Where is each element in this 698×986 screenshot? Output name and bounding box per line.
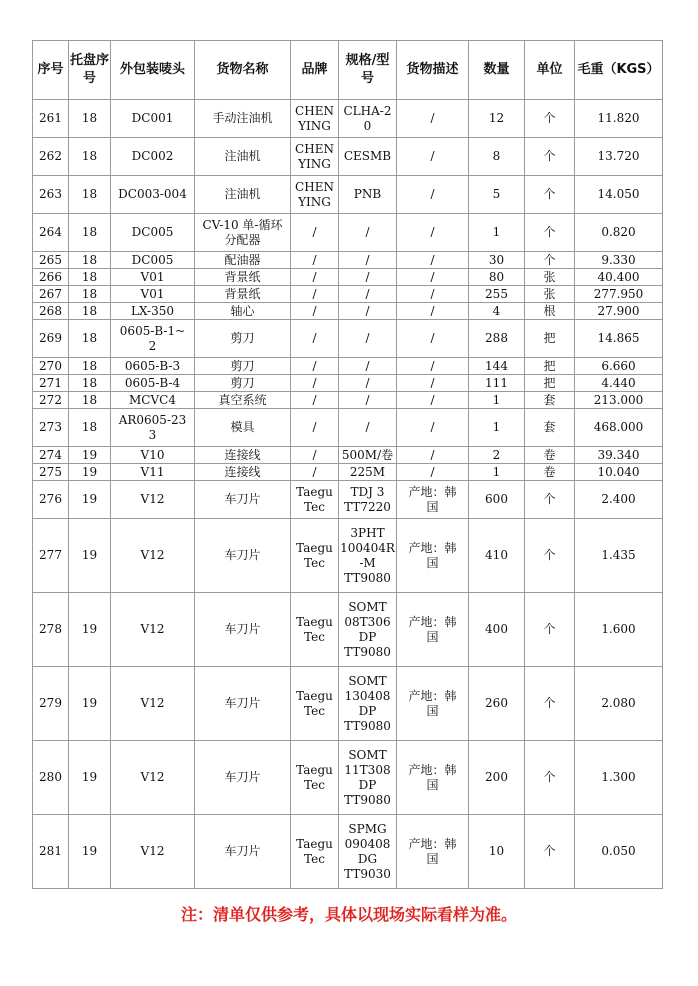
cell-mark: AR0605-23 3 <box>111 409 195 447</box>
cell-pallet: 18 <box>69 409 111 447</box>
cell-no: 278 <box>33 593 69 667</box>
cell-no: 268 <box>33 303 69 320</box>
cell-unit: 把 <box>525 320 575 358</box>
cell-brand: / <box>291 464 339 481</box>
cell-unit: 个 <box>525 593 575 667</box>
cell-spec: 500M/卷 <box>339 447 397 464</box>
cell-brand: / <box>291 286 339 303</box>
cell-weight: 2.400 <box>575 481 663 519</box>
cell-desc: / <box>397 392 469 409</box>
cell-brand: Taegu Tec <box>291 815 339 889</box>
cell-spec: CESMB <box>339 138 397 176</box>
cell-qty: 288 <box>469 320 525 358</box>
cell-name: 车刀片 <box>195 519 291 593</box>
cell-unit: 套 <box>525 392 575 409</box>
cell-brand: / <box>291 214 339 252</box>
cell-unit: 个 <box>525 815 575 889</box>
cell-weight: 4.440 <box>575 375 663 392</box>
cell-qty: 80 <box>469 269 525 286</box>
cell-pallet: 18 <box>69 100 111 138</box>
cell-weight: 14.865 <box>575 320 663 358</box>
cell-brand: Taegu Tec <box>291 519 339 593</box>
cell-qty: 8 <box>469 138 525 176</box>
cell-weight: 39.340 <box>575 447 663 464</box>
packing-list-table <box>32 40 663 889</box>
cell-spec: 225M <box>339 464 397 481</box>
cell-mark: V12 <box>111 667 195 741</box>
cell-brand: CHEN YING <box>291 176 339 214</box>
cell-unit: 个 <box>525 741 575 815</box>
cell-pallet: 18 <box>69 269 111 286</box>
cell-brand: Taegu Tec <box>291 593 339 667</box>
cell-mark: 0605-B-1~ 2 <box>111 320 195 358</box>
cell-brand: Taegu Tec <box>291 741 339 815</box>
table-row <box>33 667 663 741</box>
cell-mark: V12 <box>111 741 195 815</box>
cell-weight: 1.435 <box>575 519 663 593</box>
cell-name: 连接线 <box>195 464 291 481</box>
cell-spec: SOMT 130408 DP TT9080 <box>339 667 397 741</box>
cell-unit: 把 <box>525 375 575 392</box>
cell-qty: 4 <box>469 303 525 320</box>
cell-weight: 2.080 <box>575 667 663 741</box>
cell-desc: / <box>397 269 469 286</box>
cell-name: 车刀片 <box>195 481 291 519</box>
cell-brand: Taegu Tec <box>291 667 339 741</box>
cell-weight: 9.330 <box>575 252 663 269</box>
cell-qty: 260 <box>469 667 525 741</box>
cell-mark: LX-350 <box>111 303 195 320</box>
cell-qty: 30 <box>469 252 525 269</box>
cell-brand: / <box>291 358 339 375</box>
cell-name: 连接线 <box>195 447 291 464</box>
cell-mark: V01 <box>111 286 195 303</box>
cell-qty: 1 <box>469 464 525 481</box>
cell-desc: / <box>397 100 469 138</box>
cell-spec: SOMT 08T306 DP TT9080 <box>339 593 397 667</box>
table-row <box>33 252 663 269</box>
cell-desc: 产地：韩 国 <box>397 481 469 519</box>
cell-qty: 410 <box>469 519 525 593</box>
cell-name: 车刀片 <box>195 667 291 741</box>
cell-desc: 产地：韩 国 <box>397 667 469 741</box>
header-desc: 货物描述 <box>397 41 469 100</box>
cell-qty: 600 <box>469 481 525 519</box>
table-row <box>33 100 663 138</box>
cell-mark: DC001 <box>111 100 195 138</box>
cell-pallet: 18 <box>69 138 111 176</box>
cell-desc: / <box>397 214 469 252</box>
cell-no: 269 <box>33 320 69 358</box>
cell-mark: DC005 <box>111 214 195 252</box>
cell-pallet: 18 <box>69 176 111 214</box>
cell-mark: DC002 <box>111 138 195 176</box>
cell-brand: / <box>291 269 339 286</box>
cell-brand: CHEN YING <box>291 138 339 176</box>
cell-weight: 1.600 <box>575 593 663 667</box>
cell-qty: 111 <box>469 375 525 392</box>
cell-name: 手动注油机 <box>195 100 291 138</box>
cell-spec: SPMG 090408 DG TT9030 <box>339 815 397 889</box>
cell-pallet: 19 <box>69 447 111 464</box>
cell-desc: 产地：韩 国 <box>397 593 469 667</box>
cell-unit: 个 <box>525 252 575 269</box>
table-row <box>33 358 663 375</box>
cell-name: 配油器 <box>195 252 291 269</box>
cell-unit: 个 <box>525 138 575 176</box>
header-mark: 外包装唛头 <box>111 41 195 100</box>
cell-weight: 10.040 <box>575 464 663 481</box>
cell-unit: 个 <box>525 519 575 593</box>
cell-unit: 卷 <box>525 464 575 481</box>
cell-qty: 5 <box>469 176 525 214</box>
table-row <box>33 392 663 409</box>
cell-mark: 0605-B-3 <box>111 358 195 375</box>
cell-brand: / <box>291 303 339 320</box>
header-name: 货物名称 <box>195 41 291 100</box>
cell-mark: DC003-004 <box>111 176 195 214</box>
cell-weight: 11.820 <box>575 100 663 138</box>
cell-unit: 根 <box>525 303 575 320</box>
cell-brand: CHEN YING <box>291 100 339 138</box>
cell-mark: V12 <box>111 593 195 667</box>
cell-desc: 产地：韩 国 <box>397 741 469 815</box>
cell-pallet: 19 <box>69 519 111 593</box>
cell-brand: / <box>291 252 339 269</box>
cell-no: 281 <box>33 815 69 889</box>
table-row <box>33 519 663 593</box>
cell-weight: 0.820 <box>575 214 663 252</box>
cell-pallet: 18 <box>69 392 111 409</box>
cell-spec: 3PHT 100404R -M TT9080 <box>339 519 397 593</box>
table-row <box>33 320 663 358</box>
cell-no: 280 <box>33 741 69 815</box>
cell-pallet: 19 <box>69 593 111 667</box>
cell-unit: 卷 <box>525 447 575 464</box>
cell-brand: / <box>291 320 339 358</box>
cell-name: 剪刀 <box>195 375 291 392</box>
cell-mark: V12 <box>111 519 195 593</box>
cell-desc: / <box>397 138 469 176</box>
cell-weight: 0.050 <box>575 815 663 889</box>
cell-qty: 2 <box>469 447 525 464</box>
table-row <box>33 464 663 481</box>
table-row <box>33 815 663 889</box>
cell-weight: 40.400 <box>575 269 663 286</box>
cell-desc: / <box>397 447 469 464</box>
cell-desc: / <box>397 286 469 303</box>
cell-weight: 6.660 <box>575 358 663 375</box>
table-row <box>33 269 663 286</box>
cell-spec: SOMT 11T308 DP TT9080 <box>339 741 397 815</box>
cell-unit: 把 <box>525 358 575 375</box>
cell-brand: / <box>291 409 339 447</box>
cell-name: 剪刀 <box>195 358 291 375</box>
cell-no: 270 <box>33 358 69 375</box>
cell-weight: 13.720 <box>575 138 663 176</box>
cell-no: 271 <box>33 375 69 392</box>
header-weight: 毛重（KGS） <box>575 41 663 100</box>
table-row <box>33 741 663 815</box>
cell-no: 274 <box>33 447 69 464</box>
cell-no: 279 <box>33 667 69 741</box>
cell-qty: 10 <box>469 815 525 889</box>
cell-name: CV-10 单-循环 分配器 <box>195 214 291 252</box>
header-spec: 规格/型号 <box>339 41 397 100</box>
cell-mark: V01 <box>111 269 195 286</box>
cell-qty: 1 <box>469 214 525 252</box>
table-row <box>33 214 663 252</box>
cell-mark: MCVC4 <box>111 392 195 409</box>
cell-name: 真空系统 <box>195 392 291 409</box>
cell-weight: 277.950 <box>575 286 663 303</box>
cell-unit: 个 <box>525 100 575 138</box>
table-row <box>33 375 663 392</box>
cell-unit: 套 <box>525 409 575 447</box>
cell-no: 262 <box>33 138 69 176</box>
cell-pallet: 18 <box>69 375 111 392</box>
cell-no: 265 <box>33 252 69 269</box>
cell-name: 车刀片 <box>195 815 291 889</box>
cell-unit: 个 <box>525 176 575 214</box>
cell-no: 263 <box>33 176 69 214</box>
cell-weight: 213.000 <box>575 392 663 409</box>
cell-spec: / <box>339 358 397 375</box>
cell-pallet: 19 <box>69 481 111 519</box>
table-row <box>33 447 663 464</box>
header-no: 序号 <box>33 41 69 100</box>
cell-mark: V12 <box>111 481 195 519</box>
cell-pallet: 18 <box>69 320 111 358</box>
cell-desc: / <box>397 252 469 269</box>
cell-name: 模具 <box>195 409 291 447</box>
cell-brand: / <box>291 392 339 409</box>
cell-no: 275 <box>33 464 69 481</box>
cell-name: 背景纸 <box>195 269 291 286</box>
cell-pallet: 18 <box>69 358 111 375</box>
table-row <box>33 481 663 519</box>
cell-mark: V11 <box>111 464 195 481</box>
table-row <box>33 593 663 667</box>
cell-spec: / <box>339 286 397 303</box>
cell-desc: 产地：韩 国 <box>397 519 469 593</box>
cell-no: 267 <box>33 286 69 303</box>
cell-no: 277 <box>33 519 69 593</box>
table-header-row <box>33 41 663 100</box>
cell-unit: 个 <box>525 667 575 741</box>
cell-desc: / <box>397 358 469 375</box>
cell-brand: / <box>291 375 339 392</box>
cell-weight: 468.000 <box>575 409 663 447</box>
cell-weight: 1.300 <box>575 741 663 815</box>
cell-spec: / <box>339 409 397 447</box>
cell-pallet: 18 <box>69 286 111 303</box>
cell-pallet: 19 <box>69 815 111 889</box>
header-unit: 单位 <box>525 41 575 100</box>
header-brand: 品牌 <box>291 41 339 100</box>
cell-no: 266 <box>33 269 69 286</box>
cell-spec: CLHA-20 <box>339 100 397 138</box>
cell-pallet: 18 <box>69 303 111 320</box>
cell-unit: 个 <box>525 214 575 252</box>
cell-pallet: 18 <box>69 252 111 269</box>
table-row <box>33 303 663 320</box>
cell-desc: / <box>397 375 469 392</box>
cell-qty: 255 <box>469 286 525 303</box>
cell-weight: 27.900 <box>575 303 663 320</box>
cell-qty: 144 <box>469 358 525 375</box>
cell-spec: / <box>339 252 397 269</box>
cell-name: 剪刀 <box>195 320 291 358</box>
cell-mark: 0605-B-4 <box>111 375 195 392</box>
cell-pallet: 19 <box>69 741 111 815</box>
cell-spec: / <box>339 214 397 252</box>
cell-desc: / <box>397 464 469 481</box>
cell-spec: / <box>339 269 397 286</box>
header-qty: 数量 <box>469 41 525 100</box>
cell-desc: / <box>397 176 469 214</box>
cell-qty: 12 <box>469 100 525 138</box>
cell-unit: 张 <box>525 269 575 286</box>
cell-no: 261 <box>33 100 69 138</box>
cell-name: 轴心 <box>195 303 291 320</box>
cell-mark: DC005 <box>111 252 195 269</box>
table-body <box>33 100 663 889</box>
table-row <box>33 409 663 447</box>
cell-mark: V12 <box>111 815 195 889</box>
cell-name: 车刀片 <box>195 741 291 815</box>
table-row <box>33 138 663 176</box>
cell-spec: / <box>339 303 397 320</box>
table-row <box>33 286 663 303</box>
header-pallet: 托盘序号 <box>69 41 111 100</box>
cell-pallet: 19 <box>69 464 111 481</box>
cell-brand: / <box>291 447 339 464</box>
cell-name: 背景纸 <box>195 286 291 303</box>
cell-qty: 1 <box>469 409 525 447</box>
cell-no: 273 <box>33 409 69 447</box>
cell-unit: 张 <box>525 286 575 303</box>
cell-spec: / <box>339 320 397 358</box>
cell-brand: Taegu Tec <box>291 481 339 519</box>
cell-no: 264 <box>33 214 69 252</box>
cell-qty: 1 <box>469 392 525 409</box>
cell-name: 注油机 <box>195 138 291 176</box>
cell-desc: / <box>397 409 469 447</box>
cell-weight: 14.050 <box>575 176 663 214</box>
cell-unit: 个 <box>525 481 575 519</box>
footer-note: 注：清单仅供参考，具体以现场实际看样为准。 <box>180 905 517 924</box>
cell-mark: V10 <box>111 447 195 464</box>
cell-desc: / <box>397 320 469 358</box>
cell-spec: TDJ 3 TT7220 <box>339 481 397 519</box>
cell-spec: / <box>339 375 397 392</box>
cell-name: 车刀片 <box>195 593 291 667</box>
cell-pallet: 19 <box>69 667 111 741</box>
cell-pallet: 18 <box>69 214 111 252</box>
cell-no: 276 <box>33 481 69 519</box>
cell-spec: PNB <box>339 176 397 214</box>
cell-spec: / <box>339 392 397 409</box>
cell-desc: 产地：韩 国 <box>397 815 469 889</box>
cell-qty: 400 <box>469 593 525 667</box>
cell-desc: / <box>397 303 469 320</box>
cell-qty: 200 <box>469 741 525 815</box>
cell-no: 272 <box>33 392 69 409</box>
cell-name: 注油机 <box>195 176 291 214</box>
table-row <box>33 176 663 214</box>
